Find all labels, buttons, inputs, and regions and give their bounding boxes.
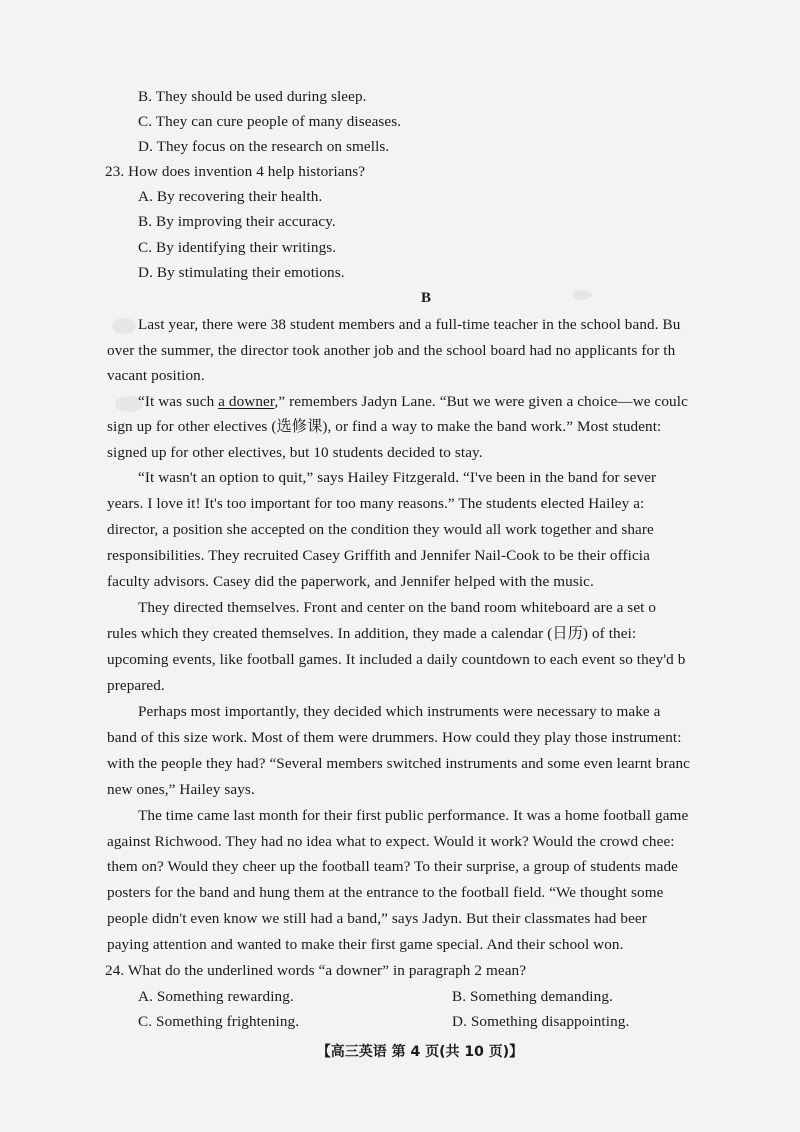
passage-line: years. I love it! It's too important for too many reasons.” The students elected Hailey a: <box>107 495 645 512</box>
passage-text: “It was such <box>138 393 219 410</box>
passage-text: ,” remembers Jadyn Lane. “But we were given a choice—we coulc <box>274 393 688 410</box>
q24-option-d: D. Something disappointing. <box>452 1013 630 1030</box>
passage-line: against Richwood. They had no idea what to expect. Would it work? Would the crowd chee: <box>107 833 675 850</box>
passage-line: over the summer, the director took another job and the school board had no applicants for th <box>107 342 676 359</box>
passage-line: Perhaps most importantly, they decided which instruments were necessary to make a <box>138 703 661 720</box>
section-title: B <box>421 290 432 306</box>
scan-smudge <box>112 318 136 334</box>
q24-option-c: C. Something frightening. <box>138 1013 300 1030</box>
q23-option-b: B. By improving their accuracy. <box>138 213 336 230</box>
passage-line: posters for the band and hung them at the entrance to the football field. “We thought some <box>107 884 664 901</box>
scan-smudge <box>572 290 592 300</box>
passage-line: faculty advisors. Casey did the paperwork, and Jennifer helped with the music. <box>107 573 594 590</box>
passage-line: They directed themselves. Front and center on the band room whiteboard are a set o <box>138 599 657 616</box>
underlined-phrase: a downer <box>218 393 275 410</box>
passage-line: signed up for other electives, but 10 students decided to stay. <box>107 444 483 461</box>
passage-line: them on? Would they cheer up the football team? To their surprise, a group of students made <box>107 858 678 875</box>
q22-option-b: B. They should be used during sleep. <box>138 88 367 105</box>
q24-option-b: B. Something demanding. <box>452 988 613 1005</box>
passage-line: people didn't even know we still had a band,” says Jadyn. But their classmates had beer <box>107 910 647 927</box>
passage-line: rules which they created themselves. In addition, they made a calendar (日历) of thei: <box>107 625 637 642</box>
q23-stem: 23. How does invention 4 help historians? <box>105 163 366 180</box>
passage-line: prepared. <box>107 677 165 694</box>
q23-option-d: D. By stimulating their emotions. <box>138 264 345 281</box>
passage-line: The time came last month for their first public performance. It was a home football game <box>138 807 689 824</box>
q23-option-a: A. By recovering their health. <box>138 188 323 205</box>
passage-line <box>138 392 688 412</box>
page-footer: 【高三英语 第 4 页(共 10 页)】 <box>316 1044 524 1060</box>
q23-option-c: C. By identifying their writings. <box>138 239 337 256</box>
passage-line: sign up for other electives (选修课), or find a way to make the band work.” Most student: <box>107 418 662 435</box>
passage-line: band of this size work. Most of them were drummers. How could they play those instrument: <box>107 729 682 746</box>
passage-line: responsibilities. They recruited Casey Griffith and Jennifer Nail-Cook to be their officia <box>107 547 650 564</box>
passage-line: vacant position. <box>107 367 205 384</box>
passage-line: “It wasn't an option to quit,” says Hailey Fitzgerald. “I've been in the band for sever <box>138 469 657 486</box>
passage-line: with the people they had? “Several members switched instruments and some even learnt branc <box>107 755 690 772</box>
passage-line: Last year, there were 38 student members and a full-time teacher in the school band. Bu <box>138 316 681 333</box>
q24-stem: 24. What do the underlined words “a downer” in paragraph 2 mean? <box>105 962 527 979</box>
passage-line: upcoming events, like football games. It included a daily countdown to each event so they'd b <box>107 651 686 668</box>
passage-line: director, a position she accepted on the condition they would all work together and share <box>107 521 654 538</box>
q22-option-c: C. They can cure people of many diseases. <box>138 113 402 130</box>
passage-line: new ones,” Hailey says. <box>107 781 255 798</box>
passage-line: paying attention and wanted to make their first game special. And their school won. <box>107 936 624 953</box>
q24-option-a: A. Something rewarding. <box>138 988 294 1005</box>
q22-option-d: D. They focus on the research on smells. <box>138 138 390 155</box>
